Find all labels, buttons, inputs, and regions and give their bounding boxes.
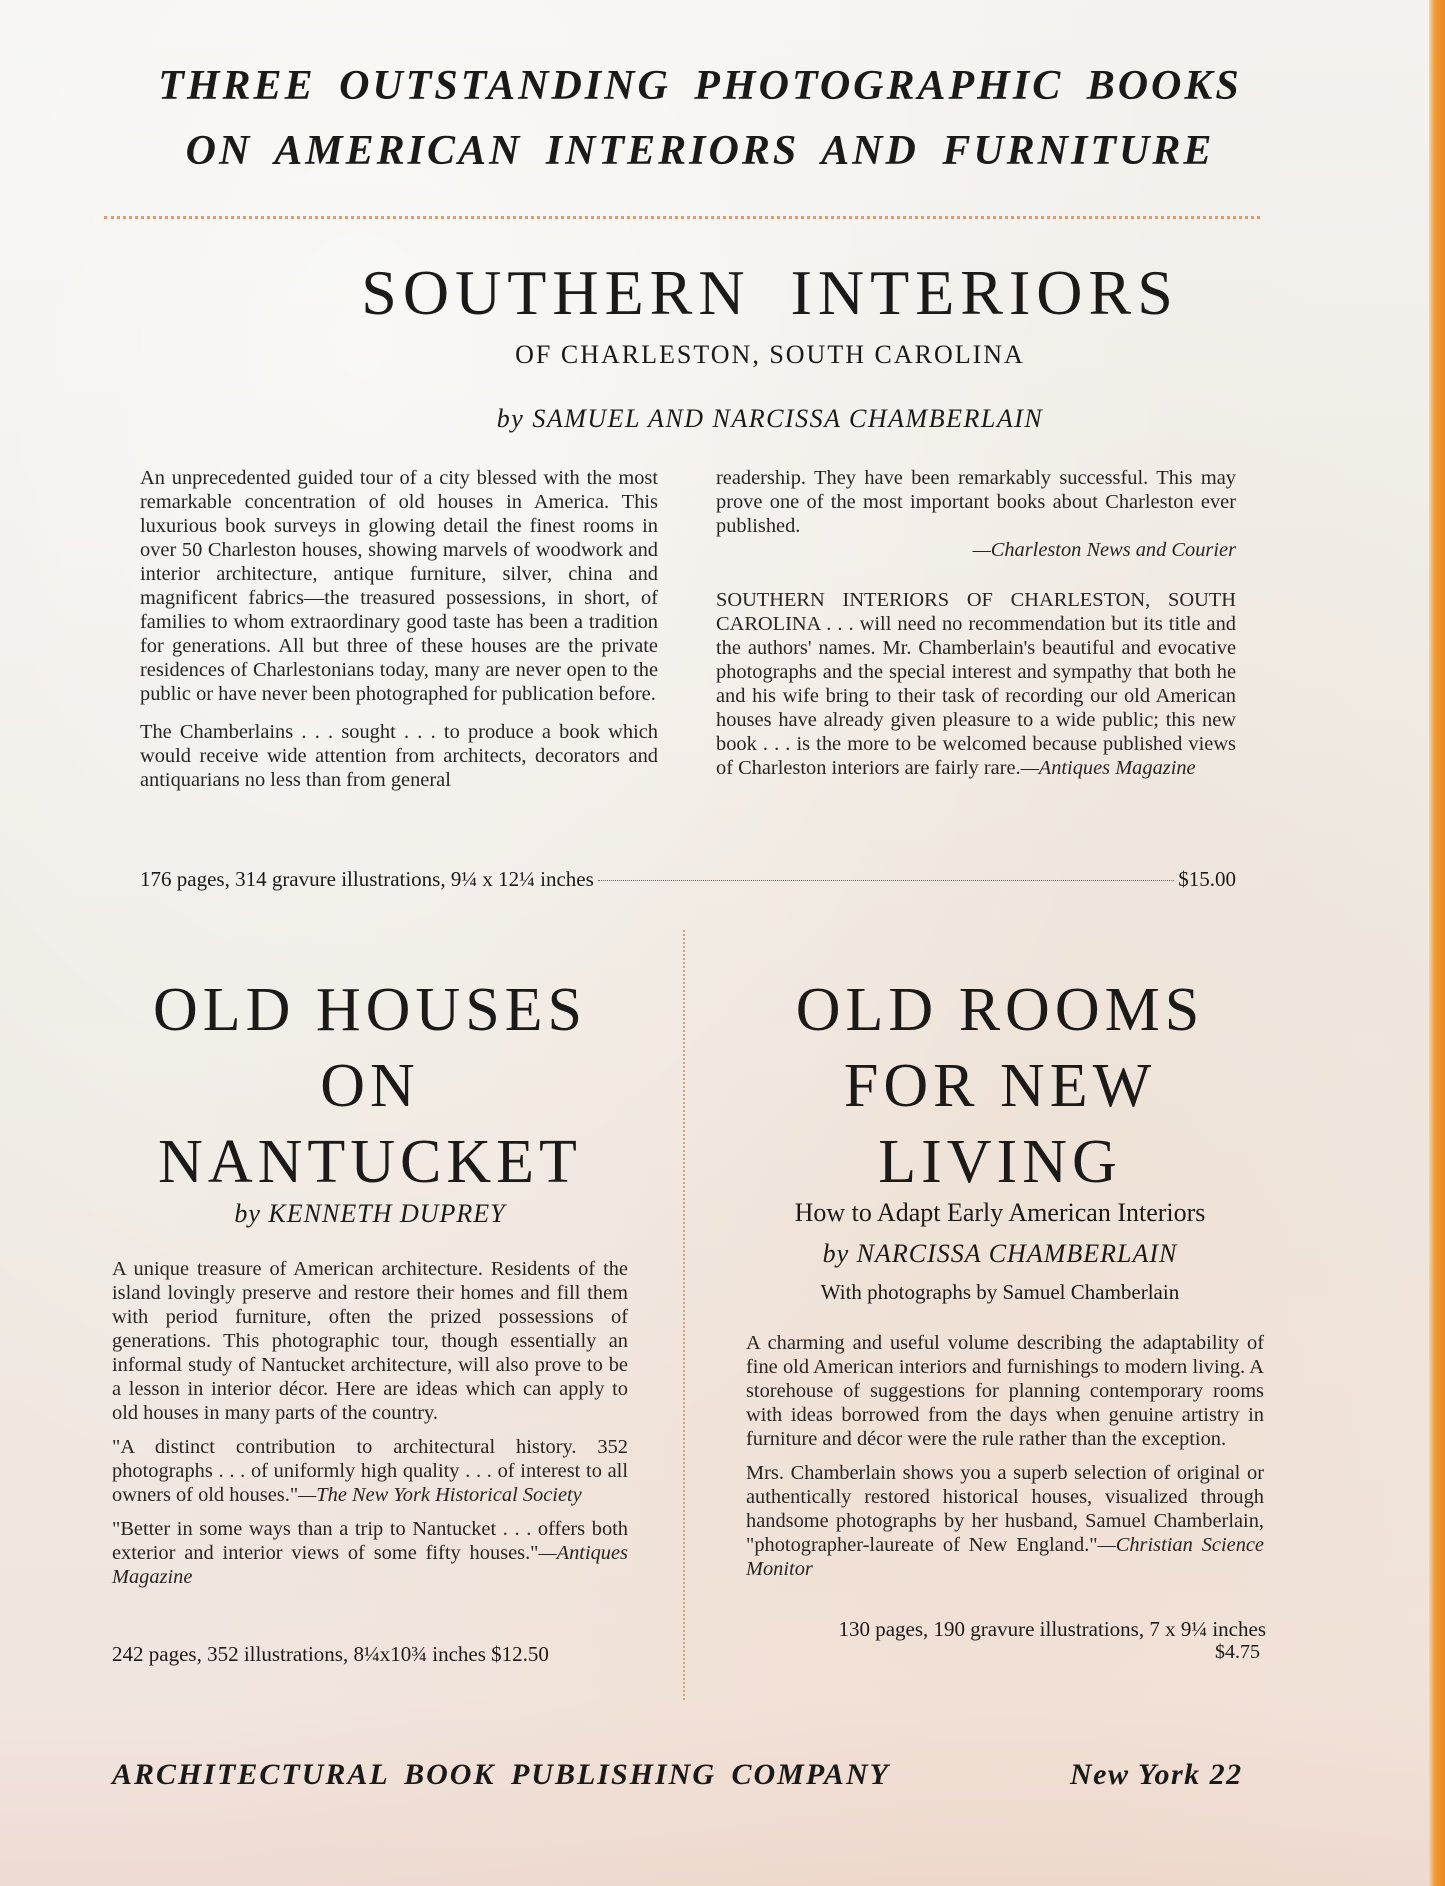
header-line-2: ON AMERICAN INTERIORS AND FURNITURE	[185, 128, 1215, 174]
header-divider	[104, 216, 1260, 219]
old-houses-quote-2-text: "Better in some ways than a trip to Nantucket . . . offers both exterior and interior views of some fifty houses."	[112, 1518, 628, 1564]
old-rooms-title-line-1: OLD ROOMS	[795, 976, 1205, 1044]
old-houses-specs: 242 pages, 352 illustrations, 8¼x10¾ inches $12.50	[112, 1642, 549, 1666]
old-rooms-title-line-3: LIVING	[878, 1128, 1122, 1196]
old-houses-title-line-2: ON	[320, 1052, 420, 1120]
southern-interiors-title: SOUTHERN INTERIORS	[361, 257, 1179, 328]
old-houses-title-line-1: OLD HOUSES	[152, 976, 588, 1044]
old-rooms-review	[746, 1461, 1264, 1581]
dotted-leader	[598, 880, 1174, 881]
southern-interiors-specs-row	[140, 867, 1236, 892]
old-rooms-title	[730, 972, 1270, 1200]
southern-interiors-left-column	[140, 466, 658, 806]
southern-interiors-price: $15.00	[1178, 867, 1236, 891]
old-houses-description: A unique treasure of American architecture. Residents of the island lovingly preserve and restore their homes and fill them with period furniture, often the prized possessions of generations. This photographic tour, though essentially an informal study of Nantucket architecture, will also prove to be a lesson in interior décor. Here are ideas which can apply to old houses in many parts of the country.	[112, 1258, 628, 1424]
old-houses-quote-2-attribution: —Antiques Magazine	[112, 1542, 628, 1588]
old-houses-title-line-3: NANTUCKET	[158, 1128, 582, 1196]
old-rooms-specs: 130 pages, 190 gravure illustrations, 7 x 9¼ inches	[838, 1617, 1266, 1641]
southern-interiors-quote-start: The Chamberlains . . . sought . . . to produce a book which would receive wide attention from architects, decorators and antiquarians no less than from general	[140, 721, 658, 791]
old-rooms-body	[746, 1331, 1264, 1591]
southern-interiors-attribution-2: —Antiques Magazine	[1020, 757, 1196, 779]
old-rooms-review-text: Mrs. Chamberlain shows you a superb selection of original or authentically restored historical houses, visualized through handsome photographs by her husband, Samuel Chamberlain, "photographer-laureate of New England."	[746, 1462, 1264, 1556]
old-houses-body	[112, 1257, 628, 1599]
publisher-name: ARCHITECTURAL BOOK PUBLISHING COMPANY	[112, 1758, 890, 1791]
southern-interiors-author: by SAMUEL AND NARCISSA CHAMBERLAIN	[496, 404, 1044, 433]
old-rooms-author: by NARCISSA CHAMBERLAIN	[822, 1239, 1178, 1268]
southern-interiors-review-text: SOUTHERN INTERIORS OF CHARLESTON, SOUTH CAROLINA . . . will need no recommendation but its title and the authors' names. Mr. Chamberlain's beautiful and evocative photographs and the special interest and sympathy that both he and his wife bring to their task of recording our old American houses have already given pleasure to a wide public; this new book . . . is the more to be welcomed because published views of Charleston interiors are fairly rare.	[716, 589, 1236, 779]
old-rooms-subtitle: How to Adapt Early American Interiors	[794, 1198, 1206, 1227]
old-houses-quote-1-text: "A distinct contribution to architectural history. 352 photographs . . . of uniformly high quality . . . of interest to all owners of old houses."	[112, 1436, 628, 1506]
old-houses-author: by KENNETH DUPREY	[234, 1199, 506, 1228]
old-rooms-title-line-2: FOR NEW	[843, 1052, 1157, 1120]
old-rooms-attribution: —Christian Science Monitor	[746, 1534, 1264, 1580]
old-houses-quote-1-attribution: —The New York Historical Society	[298, 1484, 582, 1506]
old-houses-quote-2	[112, 1517, 628, 1589]
old-houses-quote-1	[112, 1435, 628, 1507]
southern-interiors-quote-end: readership. They have been remarkably successful. This may prove one of the most important books about Charleston ever published.	[716, 467, 1236, 537]
old-rooms-photo-credit: With photographs by Samuel Chamberlain	[820, 1280, 1180, 1304]
publisher-city: New York 22	[1070, 1758, 1243, 1791]
southern-interiors-review	[716, 588, 1236, 780]
column-divider	[683, 930, 685, 1700]
southern-interiors-specs: 176 pages, 314 gravure illustrations, 9¼ x 12¼ inches	[140, 867, 594, 891]
southern-interiors-attribution-1: —Charleston News and Courier	[972, 539, 1236, 561]
header-line-1: THREE OUTSTANDING PHOTOGRAPHIC BOOKS	[158, 63, 1242, 109]
old-rooms-description: A charming and useful volume describing the adaptability of fine old American interiors and furnishings to modern living. A storehouse of suggestions for planning contemporary rooms with ideas borrowed from the days when genuine artistry in furniture and décor were the rule rather than the exception.	[746, 1332, 1264, 1450]
old-rooms-price: $4.75	[1215, 1641, 1260, 1663]
southern-interiors-right-column	[716, 466, 1236, 780]
southern-interiors-subtitle: OF CHARLESTON, SOUTH CAROLINA	[515, 340, 1025, 369]
southern-interiors-description: An unprecedented guided tour of a city blessed with the most remarkable concentration of old houses in America. This luxurious book surveys in glowing detail the finest rooms in over 50 Charleston houses, showing marvels of woodwork and interior architecture, antique furniture, silver, china and magnificent fabrics—the treasured possessions, in short, of families to whom extraordinary good taste has been a tradition for generations. All but three of these houses are the private residences of Charlestonians today, many are never open to the public or have never been photographed for publication before.	[140, 467, 658, 705]
old-houses-title	[118, 972, 622, 1200]
